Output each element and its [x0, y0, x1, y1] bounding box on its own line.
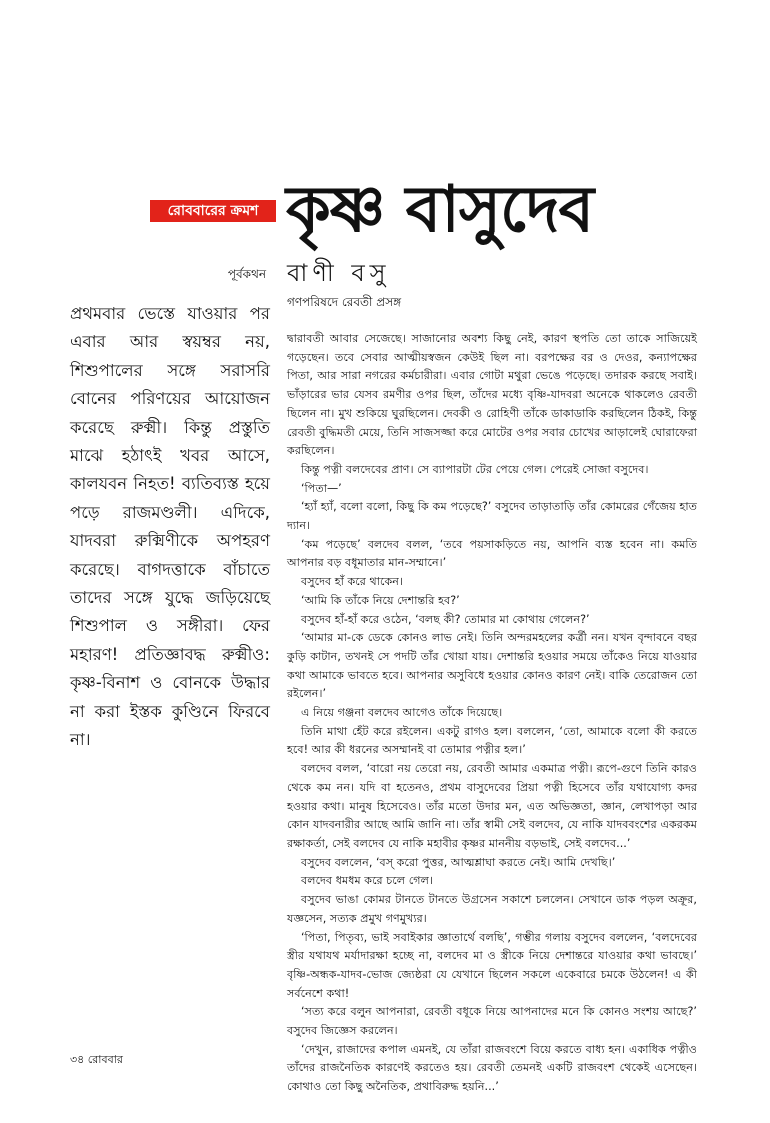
paragraph: বসুদেব ভাঙা কোমর টানতে টানতে উগ্রসেন সকাশে চললেন। সেখানে ডাক পড়ল অক্রূর, যজ্ঞসেন, সত্যক প্রমুখ গণমুখ্যর।: [287, 893, 697, 925]
paragraph: এ নিয়ে গঞ্জনা বলদেব আগেও তাঁকে দিয়েছে।: [301, 706, 503, 720]
paragraph: ‘কম পড়েছে’ বলদেব বলল, ‘তবে পয়সাকড়িতে নয়, আপনি ব্যস্ত হবেন না। কমতি আপনার বড় বধূমাতার মান-সম্মানে।’: [287, 537, 697, 570]
recap-text: প্রথমবার ভেস্তে যাওয়ার পর এবার আর স্বয়ম্বর নয়, শিশুপালের সঙ্গে সরাসরি বোনের পরিণয়ের আয়োজন করেছে রুক্মী। কিন্তু প্রস্তুতি মাঝে হঠাৎই খবর আসে, কালযবন নিহত! ব্যতিব্যস্ত হয়ে পড়ে রাজমণ্ডলী। এদিকে, যাদবরা রুক্মিণীকে অপহরণ করেছে। বাগদত্তাকে বাঁচাতে তাদের সঙ্গে যুদ্ধে জড়িয়েছে শিশুপাল ও সঙ্গীরা। ফের মহারণ! প্রতিজ্ঞাবদ্ধ রুক্মীও: কৃষ্ণ-বিনাশ ও বোনকে উদ্ধার না করা ইস্তক কুণ্ডিনে ফিরবে না।: [70, 304, 270, 750]
page-number: ৩৪: [70, 1053, 85, 1066]
paragraph: বলদেব বলল, ‘বারো নয় তেরো নয়, রেবতী আমার একমাত্র পত্নী। রূপে-গুণে তিনি কারও থেকে কম নন। যদি বা হতেনও, প্রথম বাসুদেবের প্রিয়া পত্নী হিসেবে তাঁর যথাযোগ্য কদর হওয়ার কথা। মানুষ হিসেবেও। তাঁর মতো উদার মন, এত অভিজ্ঞতা, জ্ঞান, লেখাপড়া আর কোন যাদবনারীর আছে আমি জানি না। তাঁর স্বামী সেই বলদেব, যে নাকি যাদববংশের একরকম রক্ষাকর্তা, সেই বলদেব যে নাকি মহাবীর কৃষ্ণর মাননীয় বড়ভাই, সেই বলদেব...’: [287, 762, 697, 850]
paragraph: বসুদেব হাঁ করে থাকেন।: [301, 575, 403, 589]
paragraph: ‘পিতা—’: [301, 481, 342, 495]
paragraph: বলদেব ধমধম করে চলে গেল।: [301, 874, 433, 888]
recap-label: পূর্বকথন: [227, 267, 266, 281]
paragraph: ‘পিতা, পিতৃব্য, ভাই সবাইকার জ্ঞাতার্থে বলছি’, গম্ভীর গলায় বসুদেব বললেন, ‘বলদেবের স্ত্রীর যথাযথ মর্যাদারক্ষা হচ্ছে না, বলদেব মা ও স্ত্রীকে নিয়ে দেশান্তরে যাওয়ার কথা ভাবছে।’ বৃষ্ণি-অন্ধক-যাদব-ভোজ জ্যেষ্ঠরা যে যেখানে ছিলেন সকলে একেবারে চমকে উঠলেন! এ কী সর্বনেশে কথা!: [287, 930, 697, 1000]
paragraph: ‘হ্যাঁ হ্যাঁ, বলো বলো, কিছু কি কম পড়েছে?’ বসুদেব তাড়াতাড়ি তাঁর কোমরের গেঁজেয় হাত দ্যান।: [287, 500, 697, 533]
paragraph: বসুদেব হাঁ-হাঁ করে ওঠেন, ‘বলছ কী? তোমার মা কোথায় গেলেন?’: [301, 612, 590, 626]
paragraph: বসুদেব বললেন, ‘বস্‌ করো পুত্তর, আত্মশ্লাঘা করতে নেই। আমি দেখছি।’: [301, 855, 616, 869]
paragraph: ‘আমার মা-কে ডেকে কোনও লাভ নেই। তিনি অন্দরমহলের কর্ত্রী নন। যখন বৃন্দাবনে বছর কুড়ি কাটান, তখনই সে পদটি তাঁর খোয়া যায়। দেশান্তরি হওয়ার সময়ে তাঁকেও নিয়ে যাওয়ার কথা আমাকে ভাবতে হবে। আপনার অসুবিধে হওয়ার কোনও কারণ নেই। বাকি তেরোজন তো রইলেন।’: [287, 631, 697, 701]
article-subtitle: গণপরিষদে রেবতী প্রসঙ্গ: [287, 295, 402, 309]
page-footer: [70, 1052, 123, 1068]
paragraph: ‘আমি কি তাঁকে নিয়ে দেশান্তরি হব?’: [301, 593, 460, 607]
author-name: বাণী বসু: [287, 259, 391, 287]
article-body: [287, 330, 697, 1097]
paragraph: তিনি মাথা হেঁট করে রইলেন। একটু রাগও হল। বললেন, ‘তো, আমাকে বলো কী করতে হবে! আর কী ধরনের অসম্মানই বা তোমার পত্নীর হল।’: [287, 724, 697, 757]
paragraph: দ্বারাবতী আবার সেজেছে। সাজানোর অবশ্য কিছু নেই, কারণ স্থপতি তো তাকে সাজিয়েই গড়েছেন। তবে সেবার আত্মীয়স্বজন কেউই ছিল না। বরপক্ষের বর ও দেওর, কন্যাপক্ষের পিতা, আর সারা নগরের কর্মচারীরা। এবার গোটা মথুরা ভেঙে পড়েছে। তদারক করছে সবাই। ভাঁড়ারের ভার যেসব রমণীর ওপর ছিল, তাঁদের মধ্যে বৃষ্ণি-যাদবরা অনেকে থাকলেও রেবতী ছিলেন না। মুখ শুকিয়ে ঘুরছিলেন। দেবকী ও রোহিণী তাঁকে ডাকাডাকি করছিলেন ঠিকই, কিন্তু রেবতী বুদ্ধিমতী মেয়ে, তিনি সাজসজ্জা করে মোটের ওপর সবার চোখের আড়ালেই ঘোরাফেরা করছিলেন।: [287, 332, 697, 458]
magazine-name: রোববার: [87, 1053, 123, 1066]
paragraph: ‘দেখুন, রাজাদের কপাল এমনই, যে তাঁরা রাজবংশে বিয়ে করতে বাধ্য হন। একাধিক পত্নীও তাঁদের রাজনৈতিক কারণেই করতেও হয়। রেবতী তেমনই একটি রাজবংশ থেকেই এসেছেন। কোথাও তো কিছু অনৈতিক, প্রথাবিরুদ্ধ হয়নি...’: [287, 1042, 697, 1094]
paragraph: কিন্তু পত্নী বলদেবের প্রাণ। সে ব্যাপারটা টের পেয়ে গেল। পেরেই সোজা বসুদেব।: [301, 462, 649, 476]
series-label: রোববারের ক্রমশ: [150, 200, 276, 222]
article-title: কৃষ্ণ বাসুদেব: [286, 173, 594, 247]
paragraph: ‘সত্য করে বলুন আপনারা, রেবতী বধূকে নিয়ে আপনাদের মনে কি কোনও সংশয় আছে?’ বসুদেব জিজ্ঞেস করলেন।: [287, 1005, 697, 1038]
